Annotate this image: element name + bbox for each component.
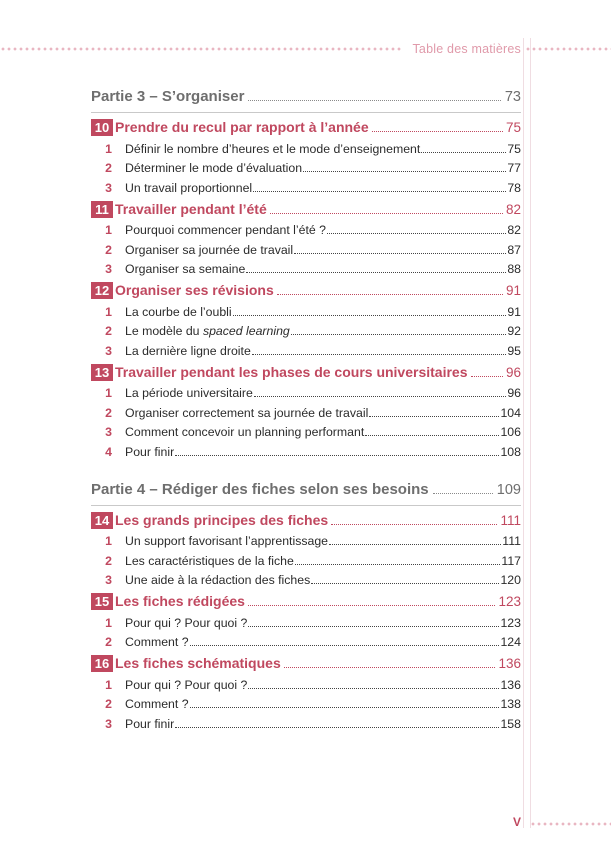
entry-page: 96 [507, 386, 521, 400]
entry-page: 108 [500, 444, 521, 459]
chapter-title: Travailler pendant les phases de cours universitaires [115, 363, 468, 380]
entry-page: 124 [500, 635, 521, 649]
chapter-title: Travailler pendant l’été [115, 200, 267, 217]
toc-entry[interactable] [91, 344, 521, 358]
entry-title: Comment ? [125, 635, 189, 649]
toc-entry[interactable] [91, 142, 521, 156]
entry-title: Organiser sa journée de travail [125, 242, 294, 257]
chapter-heading[interactable] [91, 593, 521, 610]
dot-leader [284, 667, 496, 668]
dot-leader [294, 253, 506, 254]
chapter-number-badge: 16 [91, 655, 113, 672]
entry-number: 2 [105, 697, 112, 711]
entry-number: 2 [105, 324, 112, 338]
entry-title: La période universitaire [125, 386, 253, 400]
chapter-title: Les fiches schématiques [115, 655, 281, 671]
chapter-heading[interactable] [91, 282, 521, 299]
running-head: Table des matières [412, 42, 521, 56]
entry-number: 3 [105, 573, 112, 587]
dot-leader [295, 564, 501, 565]
chapter-number-badge: 14 [91, 512, 113, 529]
entry-page: 95 [507, 343, 521, 358]
entry-number: 1 [105, 677, 112, 692]
chapter-heading[interactable] [91, 364, 521, 381]
entry-title: Déterminer le mode d’évaluation [125, 161, 303, 175]
part-separator [91, 505, 521, 506]
part-gap [91, 459, 521, 481]
chapter-page: 136 [498, 656, 521, 671]
dot-leader [190, 645, 500, 646]
entry-page: 77 [507, 161, 521, 175]
dot-leader [277, 294, 503, 295]
entry-number: 3 [105, 716, 112, 731]
dot-leader [248, 100, 500, 101]
entry-page: 75 [507, 141, 521, 156]
chapter-number-badge: 15 [91, 593, 113, 610]
toc-entry[interactable] [91, 386, 521, 400]
entry-number: 2 [105, 405, 112, 420]
dot-leader [372, 131, 503, 132]
chapter-page: 91 [505, 283, 521, 298]
toc-entry[interactable] [91, 697, 521, 711]
dot-leader [233, 315, 507, 316]
entry-title: Définir le nombre d’heures et le mode d’enseignement [125, 141, 421, 156]
part-heading[interactable] [91, 481, 521, 498]
toc-entry[interactable] [91, 305, 521, 319]
entry-page: 111 [502, 534, 521, 548]
entry-number: 1 [105, 141, 112, 156]
dot-leader [331, 524, 497, 525]
entry-number: 2 [105, 635, 112, 649]
entry-page: 136 [500, 677, 521, 692]
entry-page: 104 [500, 405, 521, 420]
chapter-title: Prendre du recul par rapport à l’année [115, 119, 369, 135]
entry-number: 1 [105, 304, 112, 319]
part-page: 109 [496, 481, 521, 498]
entry-number: 1 [105, 386, 112, 400]
dot-leader [248, 626, 499, 627]
chapter-number-badge: 11 [91, 201, 113, 218]
chapter-page: 82 [505, 201, 521, 217]
entry-page: 120 [500, 573, 521, 587]
chapter-page: 96 [505, 364, 521, 380]
chapter-page: 75 [505, 120, 521, 135]
dot-leader [327, 233, 506, 234]
entry-title: La dernière ligne droite [125, 343, 251, 358]
entry-page: 87 [507, 242, 521, 257]
entry-page: 91 [507, 304, 521, 319]
toc-entry[interactable] [91, 678, 521, 692]
chapter-title: Organiser ses révisions [115, 282, 274, 298]
toc-entry[interactable] [91, 243, 521, 257]
entry-title [125, 324, 290, 338]
entry-title: La courbe de l’oubli [125, 304, 232, 319]
chapter-heading[interactable] [91, 119, 521, 136]
chapter-heading[interactable] [91, 201, 521, 218]
toc-entry[interactable] [91, 161, 521, 175]
chapter-title: Les fiches rédigées [115, 593, 245, 609]
dot-leader [329, 544, 501, 545]
chapter-number-badge: 13 [91, 364, 113, 381]
part-title: Partie 4 – Rédiger des fiches selon ses besoins [91, 480, 429, 498]
chapter-number-badge: 10 [91, 119, 113, 136]
entry-page: 82 [507, 223, 521, 237]
dot-leader [175, 455, 499, 456]
dot-leader [253, 191, 506, 192]
entry-page: 92 [507, 324, 521, 338]
dot-leader [248, 605, 496, 606]
entry-number: 2 [105, 161, 112, 175]
dot-leader [471, 376, 503, 377]
dot-leader [246, 272, 506, 273]
entry-title: Un support favorisant l’apprentissage [125, 534, 329, 548]
page-folio: V [513, 815, 522, 829]
toc-entry[interactable] [91, 573, 521, 587]
margin-rule [530, 38, 531, 828]
table-of-contents [91, 88, 521, 731]
entry-number: 1 [105, 223, 112, 237]
toc-entry[interactable] [91, 445, 521, 459]
entry-page: 106 [500, 425, 521, 439]
entry-title: Organiser correctement sa journée de travail [125, 405, 369, 420]
entry-title: Un travail proportionnel [125, 180, 253, 195]
dot-leader [291, 334, 507, 335]
entry-number: 1 [105, 615, 112, 630]
entry-number: 3 [105, 343, 112, 358]
entry-number: 2 [105, 553, 112, 568]
toc-entry[interactable] [91, 262, 521, 276]
entry-title: Les caractéristiques de la fiche [125, 553, 294, 568]
footer-dot-rule [530, 822, 611, 826]
entry-number: 4 [105, 444, 112, 459]
toc-entry[interactable] [91, 181, 521, 195]
entry-page: 158 [500, 716, 521, 731]
dot-leader [175, 727, 499, 728]
toc-entry[interactable] [91, 534, 521, 548]
part-separator [91, 112, 521, 113]
toc-entry[interactable] [91, 635, 521, 649]
entry-title: Pour qui ? Pour quoi ? [125, 677, 248, 692]
entry-title-text: Le modèle du [125, 324, 203, 338]
entry-title: Pour finir [125, 444, 175, 459]
toc-entry[interactable] [91, 425, 521, 439]
dot-leader [365, 435, 499, 436]
entry-number: 3 [105, 425, 112, 439]
dot-leader [311, 583, 499, 584]
dot-leader [369, 416, 499, 417]
dot-leader [303, 171, 506, 172]
part-title: Partie 3 – S’organiser [91, 88, 245, 105]
toc-entry[interactable] [91, 717, 521, 731]
dot-leader [190, 707, 500, 708]
part-page: 73 [504, 89, 521, 105]
entry-title: Une aide à la rédaction des fiches [125, 573, 311, 587]
toc-entry[interactable] [91, 554, 521, 568]
dot-leader [254, 396, 506, 397]
dot-leader [270, 213, 503, 214]
entry-title: Pourquoi commencer pendant l’été ? [125, 223, 326, 237]
dot-leader [252, 354, 507, 355]
entry-page: 78 [507, 180, 521, 195]
chapter-title: Les grands principes des fiches [115, 511, 329, 528]
entry-title: Comment concevoir un planning performant [125, 425, 365, 439]
chapter-number-badge: 12 [91, 282, 113, 299]
part-heading[interactable] [91, 88, 521, 105]
entry-title: Pour qui ? Pour quoi ? [125, 615, 248, 630]
entry-page: 138 [500, 697, 521, 711]
entry-title-italic: spaced learning [202, 324, 290, 338]
chapter-page: 111 [500, 512, 521, 528]
toc-entry[interactable] [91, 324, 521, 338]
toc-entry[interactable] [91, 223, 521, 237]
entry-title: Organiser sa semaine [125, 262, 246, 276]
header-dot-rule [0, 47, 402, 51]
entry-title: Comment ? [125, 697, 189, 711]
toc-entry[interactable] [91, 406, 521, 420]
entry-page: 117 [501, 553, 521, 568]
chapter-heading[interactable] [91, 512, 521, 529]
entry-page: 88 [507, 262, 521, 276]
entry-number: 3 [105, 262, 112, 276]
dot-leader [248, 688, 499, 689]
dot-leader [433, 493, 493, 494]
chapter-heading[interactable] [91, 655, 521, 672]
entry-number: 1 [105, 534, 112, 548]
margin-rule [523, 38, 524, 828]
dot-leader [421, 152, 506, 153]
chapter-page: 123 [498, 594, 521, 609]
entry-title: Pour finir [125, 716, 175, 731]
entry-number: 3 [105, 180, 112, 195]
entry-number: 2 [105, 242, 112, 257]
entry-page: 123 [500, 615, 521, 630]
header-dot-rule-right [525, 47, 611, 51]
toc-entry[interactable] [91, 616, 521, 630]
